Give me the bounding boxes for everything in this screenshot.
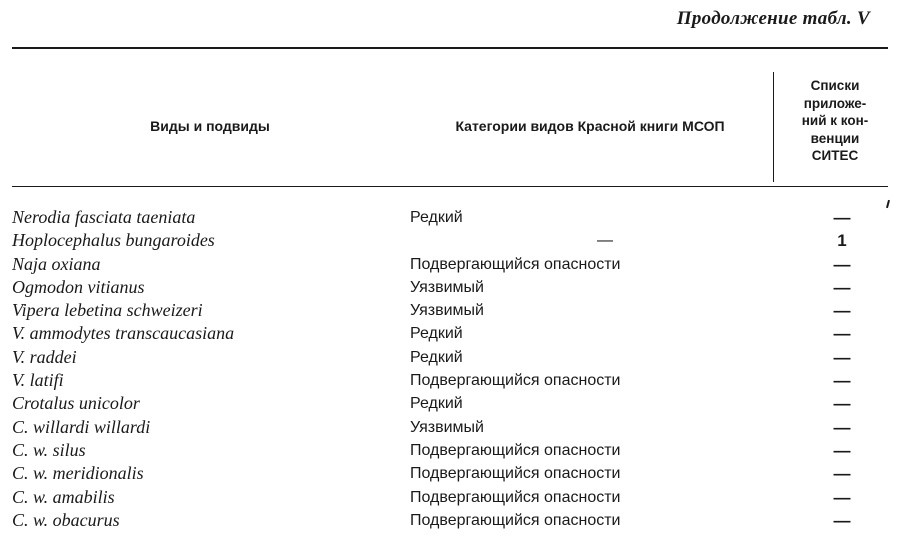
table-row <box>12 369 888 392</box>
table-row <box>12 392 888 415</box>
table-row <box>12 253 888 276</box>
species-name: Naja oxiana <box>12 253 101 274</box>
cites-appendix: — <box>833 301 851 321</box>
cites-appendix: — <box>833 417 851 437</box>
species-name: V. latifi <box>12 370 64 391</box>
iucn-category: Подвергающийся опасности <box>410 465 621 483</box>
header-cites <box>779 77 891 165</box>
table-row <box>12 229 888 252</box>
species-name: Crotalus unicolor <box>12 393 140 414</box>
table-body <box>12 206 888 532</box>
species-name: C. w. meridionalis <box>12 463 144 484</box>
table-row <box>12 206 888 229</box>
cites-appendix: 1 <box>837 231 847 251</box>
iucn-category: Подвергающийся опасности <box>410 441 621 459</box>
species-name: C. willardi willardi <box>12 416 151 437</box>
iucn-category: Подвергающийся опасности <box>410 511 621 529</box>
species-name: Hoplocephalus bungaroides <box>12 230 215 251</box>
header-rule <box>12 186 888 187</box>
species-name: V. raddei <box>12 346 77 367</box>
iucn-category: Подвергающийся опасности <box>410 372 621 390</box>
header-species: Виды и подвиды <box>150 118 270 134</box>
species-name: Vipera lebetina schweizeri <box>12 300 203 321</box>
cites-appendix: — <box>833 347 851 367</box>
iucn-category: Подвергающийся опасности <box>410 255 621 273</box>
table-row <box>12 439 888 462</box>
header-cites-text: Списки приложе- ний к кон- венции СИТЕС <box>801 78 869 163</box>
species-name: C. w. amabilis <box>12 486 115 507</box>
iucn-category: Редкий <box>410 209 463 226</box>
cites-appendix: — <box>833 371 851 391</box>
species-name: V. ammodytes transcaucasiana <box>12 323 235 344</box>
cites-appendix: — <box>833 254 851 274</box>
iucn-category: Уязвимый <box>410 302 484 320</box>
cites-appendix: — <box>833 440 851 460</box>
cites-appendix: — <box>833 324 851 344</box>
header-category: Категории видов Красной книги МСОП <box>455 118 725 134</box>
table-row <box>12 346 888 369</box>
iucn-category: Редкий <box>410 348 463 366</box>
table-row <box>12 509 888 532</box>
species-name: Nerodia fasciata taeniata <box>12 207 196 227</box>
table-row <box>12 322 888 345</box>
species-name: C. w. silus <box>12 439 86 460</box>
iucn-category: Уязвимый <box>410 278 484 296</box>
cites-appendix: — <box>833 464 851 484</box>
iucn-category: Уязвимый <box>410 418 484 436</box>
iucn-category: Редкий <box>410 325 463 343</box>
species-name: C. w. obacurus <box>12 509 120 530</box>
cites-appendix: — <box>833 487 851 507</box>
cites-appendix: — <box>833 510 851 530</box>
iucn-category: — <box>597 232 613 250</box>
table-row <box>12 276 888 299</box>
species-name: Ogmodon vitianus <box>12 276 145 297</box>
cites-appendix: — <box>833 394 851 414</box>
table-caption: Продолжение табл. V <box>676 8 870 29</box>
table-row <box>12 462 888 485</box>
table-row <box>12 416 888 439</box>
column-divider <box>773 72 774 182</box>
top-rule <box>12 47 888 49</box>
table-row <box>12 299 888 322</box>
cites-appendix: — <box>833 208 851 227</box>
cites-appendix: — <box>833 277 851 297</box>
iucn-category: Подвергающийся опасности <box>410 488 621 506</box>
table-row <box>12 486 888 509</box>
iucn-category: Редкий <box>410 395 463 413</box>
